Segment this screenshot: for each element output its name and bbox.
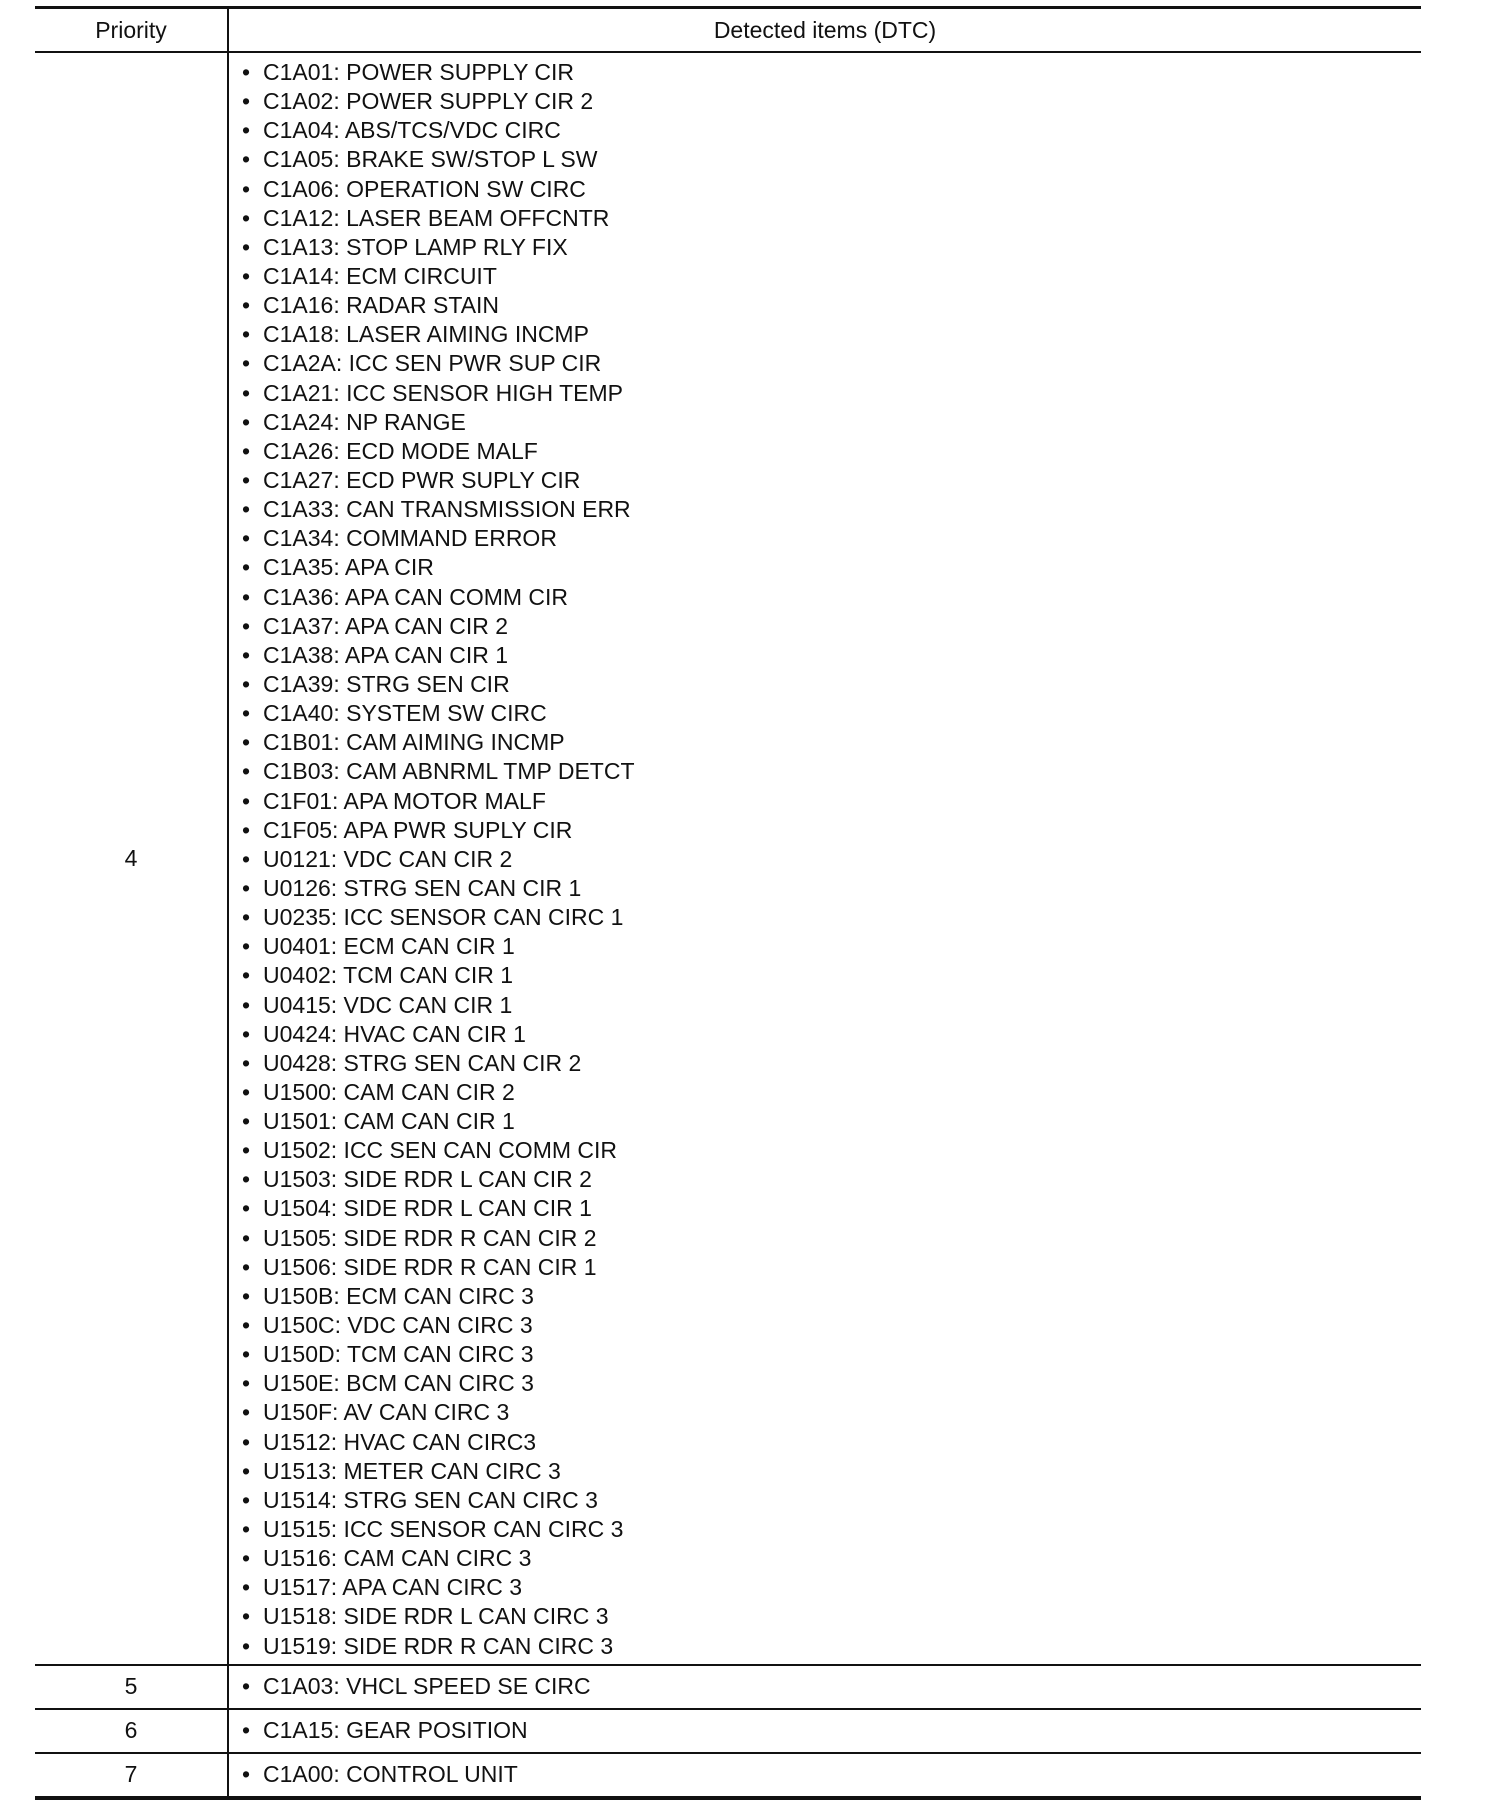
bullet-icon: • <box>242 1673 251 1700</box>
list-item <box>229 1515 1421 1544</box>
dtc-item-text: U1518: SIDE RDR L CAN CIRC 3 <box>263 1603 609 1630</box>
bullet-icon: • <box>242 874 251 901</box>
dtc-item-text: C1B01: CAM AIMING INCMP <box>263 729 565 756</box>
list-item <box>229 262 1421 291</box>
dtc-item-text: U1502: ICC SEN CAN COMM CIR <box>263 1137 618 1164</box>
dtc-item-text: U1506: SIDE RDR R CAN CIR 1 <box>263 1253 597 1280</box>
bullet-icon: • <box>242 583 251 610</box>
bullet-icon: • <box>242 321 251 348</box>
priority-cell: 5 <box>35 1665 228 1709</box>
dtc-item-text: U0121: VDC CAN CIR 2 <box>263 845 513 872</box>
table-row <box>35 52 1421 1665</box>
dtc-list <box>229 1760 1421 1789</box>
list-item <box>229 583 1421 612</box>
table-row <box>35 1665 1421 1709</box>
bullet-icon: • <box>242 262 251 289</box>
dtc-item-text: C1A02: POWER SUPPLY CIR 2 <box>263 88 594 115</box>
dtc-item-text: U1503: SIDE RDR L CAN CIR 2 <box>263 1166 592 1193</box>
bullet-icon: • <box>242 1108 251 1135</box>
dtc-item-text: C1A12: LASER BEAM OFFCNTR <box>263 204 610 231</box>
dtc-item-text: C1A38: APA CAN CIR 1 <box>263 641 509 668</box>
dtc-item-text: U1504: SIDE RDR L CAN CIR 1 <box>263 1195 592 1222</box>
dtc-item-text: U150B: ECM CAN CIRC 3 <box>263 1282 534 1309</box>
list-item <box>229 1340 1421 1369</box>
bullet-icon: • <box>242 1545 251 1572</box>
bullet-icon: • <box>242 1312 251 1339</box>
list-item <box>229 1716 1421 1745</box>
dtc-list <box>229 53 1421 1664</box>
list-item <box>229 1107 1421 1136</box>
dtc-item-text: C1A40: SYSTEM SW CIRC <box>263 700 547 727</box>
list-item <box>229 1194 1421 1223</box>
dtc-item-text: C1A33: CAN TRANSMISSION ERR <box>263 496 631 523</box>
bullet-icon: • <box>242 292 251 319</box>
header-priority: Priority <box>35 8 228 53</box>
table-row <box>35 1753 1421 1798</box>
dtc-item-text: C1A24: NP RANGE <box>263 408 466 435</box>
dtc-item-text: C1A37: APA CAN CIR 2 <box>263 612 509 639</box>
list-item <box>229 1136 1421 1165</box>
bullet-icon: • <box>242 554 251 581</box>
dtc-item-text: U1500: CAM CAN CIR 2 <box>263 1078 515 1105</box>
list-item <box>229 1544 1421 1573</box>
bullet-icon: • <box>242 496 251 523</box>
bullet-icon: • <box>242 1341 251 1368</box>
list-item <box>229 757 1421 786</box>
bullet-icon: • <box>242 466 251 493</box>
priority-cell: 6 <box>35 1709 228 1753</box>
dtc-item-text: C1A01: POWER SUPPLY CIR <box>263 59 575 85</box>
dtc-item-text: C1A14: ECM CIRCUIT <box>263 262 497 289</box>
header-row <box>35 8 1421 53</box>
bullet-icon: • <box>242 845 251 872</box>
list-item <box>229 524 1421 553</box>
bullet-icon: • <box>242 962 251 989</box>
list-item <box>229 1428 1421 1457</box>
list-item <box>229 1078 1421 1107</box>
dtc-item-text: C1A27: ECD PWR SUPLY CIR <box>263 466 581 493</box>
bullet-icon: • <box>242 1574 251 1601</box>
list-item <box>229 495 1421 524</box>
dtc-item-text: U1517: APA CAN CIRC 3 <box>263 1574 523 1601</box>
list-item <box>229 1672 1421 1701</box>
dtc-item-text: C1A00: CONTROL UNIT <box>263 1761 518 1788</box>
list-item <box>229 728 1421 757</box>
dtc-item-text: C1A05: BRAKE SW/STOP L SW <box>263 146 598 173</box>
bullet-icon: • <box>242 991 251 1018</box>
list-item <box>229 1020 1421 1049</box>
bullet-icon: • <box>242 146 251 173</box>
dtc-item-text: C1A36: APA CAN COMM CIR <box>263 583 569 610</box>
header-detected-items: Detected items (DTC) <box>228 8 1421 53</box>
list-item <box>229 553 1421 582</box>
list-item <box>229 1224 1421 1253</box>
detected-items-cell <box>228 52 1421 1665</box>
detected-items-cell <box>228 1665 1421 1709</box>
list-item <box>229 437 1421 466</box>
table-header <box>35 8 1421 53</box>
list-item <box>229 1165 1421 1194</box>
bullet-icon: • <box>242 904 251 931</box>
list-item <box>229 145 1421 174</box>
list-item <box>229 1049 1421 1078</box>
list-item <box>229 816 1421 845</box>
dtc-priority-table <box>35 6 1421 1800</box>
bullet-icon: • <box>242 729 251 756</box>
list-item <box>229 87 1421 116</box>
bullet-icon: • <box>242 816 251 843</box>
list-item <box>229 1253 1421 1282</box>
bullet-icon: • <box>242 1486 251 1513</box>
dtc-item-text: C1A06: OPERATION SW CIRC <box>263 175 586 202</box>
dtc-item-text: U1516: CAM CAN CIRC 3 <box>263 1545 532 1572</box>
list-item <box>229 116 1421 145</box>
bullet-icon: • <box>242 1020 251 1047</box>
bullet-icon: • <box>242 1166 251 1193</box>
bullet-icon: • <box>242 700 251 727</box>
bullet-icon: • <box>242 787 251 814</box>
bullet-icon: • <box>242 1761 251 1788</box>
bullet-icon: • <box>242 437 251 464</box>
list-item <box>229 1282 1421 1311</box>
bullet-icon: • <box>242 408 251 435</box>
bullet-icon: • <box>242 1049 251 1076</box>
bullet-icon: • <box>242 1428 251 1455</box>
bullet-icon: • <box>242 1253 251 1280</box>
list-item <box>229 612 1421 641</box>
bullet-icon: • <box>242 612 251 639</box>
dtc-item-text: C1A35: APA CIR <box>263 554 434 581</box>
dtc-item-text: C1F01: APA MOTOR MALF <box>263 787 546 814</box>
dtc-item-text: C1A26: ECD MODE MALF <box>263 437 538 464</box>
list-item <box>229 670 1421 699</box>
dtc-item-text: C1A16: RADAR STAIN <box>263 292 500 319</box>
dtc-item-text: C1B03: CAM ABNRML TMP DETCT <box>263 758 635 785</box>
list-item <box>229 408 1421 437</box>
bullet-icon: • <box>242 1078 251 1105</box>
list-item <box>229 991 1421 1020</box>
list-item <box>229 932 1421 961</box>
bullet-icon: • <box>242 758 251 785</box>
dtc-item-text: U1501: CAM CAN CIR 1 <box>263 1108 515 1135</box>
bullet-icon: • <box>242 1632 251 1659</box>
dtc-item-text: U0428: STRG SEN CAN CIR 2 <box>263 1049 582 1076</box>
list-item <box>229 961 1421 990</box>
bullet-icon: • <box>242 1370 251 1397</box>
detected-items-cell <box>228 1709 1421 1753</box>
dtc-item-text: C1A04: ABS/TCS/VDC CIRC <box>263 117 561 144</box>
list-item <box>229 349 1421 378</box>
dtc-item-text: U0235: ICC SENSOR CAN CIRC 1 <box>263 904 624 931</box>
table-body <box>35 52 1421 1798</box>
list-item <box>229 204 1421 233</box>
bullet-icon: • <box>242 1516 251 1543</box>
list-item <box>229 175 1421 204</box>
dtc-item-text: C1F05: APA PWR SUPLY CIR <box>263 816 573 843</box>
dtc-item-text: C1A34: COMMAND ERROR <box>263 525 557 552</box>
dtc-item-text: C1A03: VHCL SPEED SE CIRC <box>263 1673 591 1700</box>
dtc-item-text: U1515: ICC SENSOR CAN CIRC 3 <box>263 1516 624 1543</box>
list-item <box>229 379 1421 408</box>
bullet-icon: • <box>242 1603 251 1630</box>
list-item <box>229 466 1421 495</box>
bullet-icon: • <box>242 88 251 115</box>
table-row <box>35 1709 1421 1753</box>
dtc-list <box>229 1716 1421 1745</box>
dtc-item-text: U150E: BCM CAN CIRC 3 <box>263 1370 534 1397</box>
priority-cell: 7 <box>35 1753 228 1798</box>
list-item <box>229 1311 1421 1340</box>
dtc-item-text: U0126: STRG SEN CAN CIR 1 <box>263 874 582 901</box>
dtc-item-text: U1519: SIDE RDR R CAN CIRC 3 <box>263 1632 614 1659</box>
list-item <box>229 1760 1421 1789</box>
bullet-icon: • <box>242 933 251 960</box>
list-item <box>229 845 1421 874</box>
dtc-item-text: C1A39: STRG SEN CIR <box>263 670 510 697</box>
dtc-item-text: C1A21: ICC SENSOR HIGH TEMP <box>263 379 623 406</box>
list-item <box>229 874 1421 903</box>
priority-cell: 4 <box>35 52 228 1665</box>
list-item <box>229 320 1421 349</box>
list-item <box>229 787 1421 816</box>
list-item <box>229 699 1421 728</box>
bullet-icon: • <box>242 233 251 260</box>
dtc-item-text: U1513: METER CAN CIRC 3 <box>263 1457 561 1484</box>
list-item <box>229 1602 1421 1631</box>
dtc-item-text: U0424: HVAC CAN CIR 1 <box>263 1020 526 1047</box>
list-item <box>229 1398 1421 1427</box>
bullet-icon: • <box>242 670 251 697</box>
bullet-icon: • <box>242 1717 251 1744</box>
dtc-item-text: C1A13: STOP LAMP RLY FIX <box>263 233 568 260</box>
list-item <box>229 1632 1421 1661</box>
dtc-item-text: U1505: SIDE RDR R CAN CIR 2 <box>263 1224 597 1251</box>
bullet-icon: • <box>242 1224 251 1251</box>
dtc-item-text: U0401: ECM CAN CIR 1 <box>263 933 515 960</box>
bullet-icon: • <box>242 59 251 85</box>
bullet-icon: • <box>242 1282 251 1309</box>
dtc-item-text: U1512: HVAC CAN CIRC3 <box>263 1428 537 1455</box>
dtc-item-text: C1A15: GEAR POSITION <box>263 1717 528 1744</box>
bullet-icon: • <box>242 1195 251 1222</box>
bullet-icon: • <box>242 641 251 668</box>
dtc-item-text: U0402: TCM CAN CIR 1 <box>263 962 514 989</box>
bullet-icon: • <box>242 1399 251 1426</box>
list-item <box>229 1573 1421 1602</box>
list-item <box>229 903 1421 932</box>
list-item <box>229 641 1421 670</box>
bullet-icon: • <box>242 1457 251 1484</box>
dtc-item-text: U150D: TCM CAN CIRC 3 <box>263 1341 534 1368</box>
list-item <box>229 291 1421 320</box>
bullet-icon: • <box>242 525 251 552</box>
dtc-list <box>229 1672 1421 1701</box>
dtc-item-text: C1A2A: ICC SEN PWR SUP CIR <box>263 350 602 377</box>
dtc-item-text: U1514: STRG SEN CAN CIRC 3 <box>263 1486 598 1513</box>
list-item <box>229 1457 1421 1486</box>
dtc-item-text: U150F: AV CAN CIRC 3 <box>263 1399 510 1426</box>
list-item <box>229 233 1421 262</box>
dtc-item-text: C1A18: LASER AIMING INCMP <box>263 321 589 348</box>
list-item <box>229 1369 1421 1398</box>
bullet-icon: • <box>242 204 251 231</box>
dtc-item-text: U0415: VDC CAN CIR 1 <box>263 991 513 1018</box>
bullet-icon: • <box>242 117 251 144</box>
dtc-item-text: U150C: VDC CAN CIRC 3 <box>263 1312 533 1339</box>
list-item <box>229 58 1421 87</box>
list-item <box>229 1486 1421 1515</box>
bullet-icon: • <box>242 175 251 202</box>
detected-items-cell <box>228 1753 1421 1798</box>
bullet-icon: • <box>242 1137 251 1164</box>
bullet-icon: • <box>242 379 251 406</box>
bullet-icon: • <box>242 350 251 377</box>
